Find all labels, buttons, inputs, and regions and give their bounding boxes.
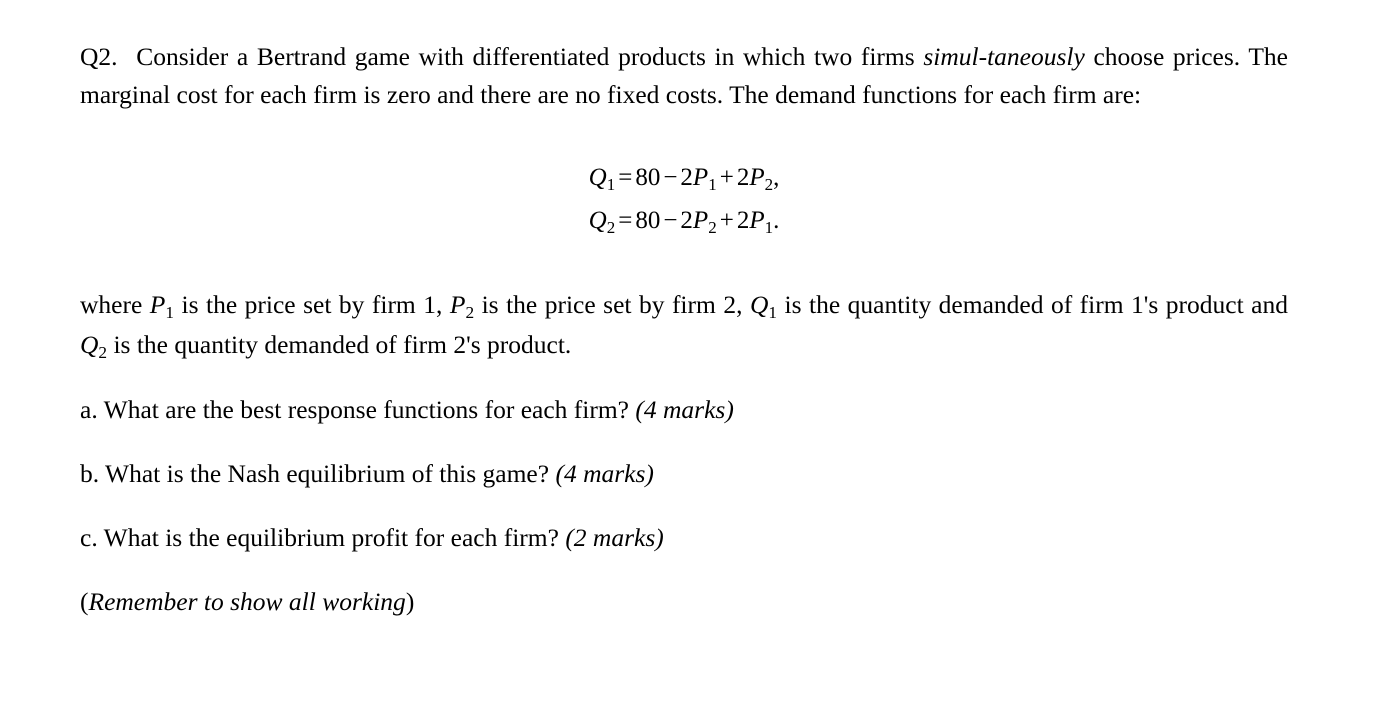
where-var-q1: Q	[749, 289, 769, 319]
sub-question-c	[80, 519, 1288, 557]
where-s2: is the price set by firm 1,	[174, 289, 450, 319]
equation-q1-lhs-var: Q	[588, 163, 607, 191]
equation-q1-plus: +	[719, 163, 734, 191]
question-intro-paragraph	[80, 38, 1288, 114]
question-intro-part2: choose prices. The marginal cost for each firm is zero and there are no fixed costs. The demand functions for each firm are:	[80, 42, 1288, 109]
equation-q2	[80, 199, 1288, 242]
equation-q1-minus: −	[663, 163, 678, 191]
equation-q1-equals: =	[618, 163, 633, 191]
footer-note-close-paren: )	[405, 587, 415, 617]
equation-q1	[80, 156, 1288, 199]
equation-q2-minus: −	[663, 206, 678, 234]
where-s5: is the quantity demanded of firm 2's product.	[107, 329, 572, 359]
equation-q2-lhs-sub: 2	[606, 217, 616, 237]
where-var-q1-sub: 1	[768, 302, 778, 322]
equation-q2-own-var: P	[692, 206, 709, 234]
variable-definitions-paragraph	[80, 286, 1288, 365]
sub-question-c-text: What is the equilibrium profit for each firm?	[103, 523, 559, 553]
where-var-p1-sub: 1	[165, 302, 175, 322]
question-intro-part1: Consider a Bertrand game with differentiated products in which two firms	[136, 42, 924, 71]
sub-question-a	[80, 391, 1288, 429]
sub-question-b	[80, 455, 1288, 493]
equation-q1-lhs-sub: 1	[606, 174, 616, 194]
sub-question-a-marks: (4 marks)	[635, 395, 734, 425]
equation-q2-own-sub: 2	[708, 217, 717, 237]
sub-question-a-label: a.	[80, 395, 98, 425]
equation-q1-coef-rival: 2	[736, 163, 750, 191]
where-s1: where	[80, 289, 150, 319]
equation-q2-punct: .	[773, 206, 780, 234]
where-var-p2: P	[449, 289, 466, 319]
question-label: Q2.	[80, 42, 118, 71]
where-s4: is the quantity demanded of firm 1's product and	[777, 289, 1289, 319]
equation-q1-own-sub: 1	[708, 174, 717, 194]
equation-q2-rival-var: P	[749, 206, 765, 234]
where-var-p1: P	[149, 289, 166, 319]
equation-q2-plus: +	[719, 206, 734, 234]
equation-q2-rival-sub: 1	[764, 217, 774, 237]
equation-q2-equals: =	[618, 206, 633, 234]
where-var-p2-sub: 2	[465, 302, 475, 322]
question-intro-emph1: simul-	[923, 42, 988, 71]
equation-q1-coef-own: 2	[680, 163, 693, 191]
sub-question-b-marks: (4 marks)	[555, 459, 654, 489]
where-var-q2: Q	[80, 329, 99, 359]
footer-note-text: Remember to show all working	[88, 587, 406, 617]
equation-q2-coef-rival: 2	[736, 206, 750, 234]
sub-question-c-label: c.	[80, 523, 98, 553]
sub-question-a-text: What are the best response functions for each firm?	[103, 395, 629, 425]
equation-q1-own-var: P	[692, 163, 709, 191]
where-var-q2-sub: 2	[98, 342, 108, 362]
equation-q2-constant: 80	[635, 206, 661, 234]
sub-question-c-marks: (2 marks)	[565, 523, 664, 553]
equation-q2-lhs-var: Q	[588, 206, 607, 234]
sub-question-b-label: b.	[80, 459, 100, 489]
demand-equations-block	[80, 156, 1288, 242]
question-intro-emph2: taneously	[987, 42, 1085, 71]
footer-note-open-paren: (	[80, 587, 89, 617]
footer-note	[80, 587, 1288, 617]
where-s3: is the price set by firm 2,	[474, 289, 750, 319]
sub-question-b-text: What is the Nash equilibrium of this game?	[105, 459, 550, 489]
equation-q1-rival-var: P	[749, 163, 765, 191]
equation-q2-coef-own: 2	[680, 206, 693, 234]
equation-q1-rival-sub: 2	[764, 174, 774, 194]
equation-q1-punct: ,	[773, 163, 780, 191]
equation-q1-constant: 80	[635, 163, 661, 191]
